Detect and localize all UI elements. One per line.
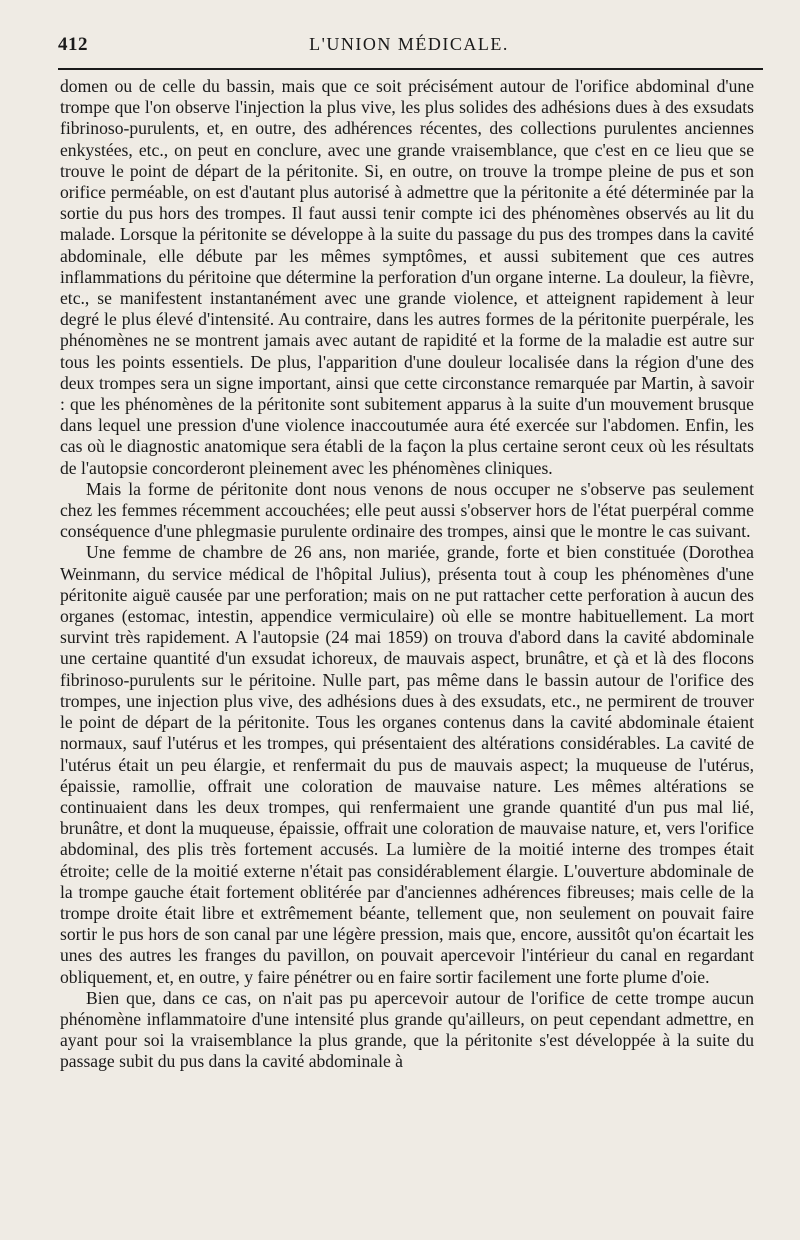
paragraph: Mais la forme de péritonite dont nous venons de nous occuper ne s'observe pas seulement chez les femmes récemment accouchées; elle peut aussi s'observer hors de l'état puerpéral comme conséquence d'une phlegmasie purulente ordinaire des trompes, ainsi que le montre le cas suivant. xyxy=(60,478,754,542)
paragraph: Une femme de chambre de 26 ans, non mariée, grande, forte et bien constituée (Dorothea Weinmann, du service médical de l'hôpital Julius), présenta tout à coup les phénomènes d'une péritonite aiguë causée par une perforation; mais on ne put rattacher cette perforation à aucun des organes (estomac, intestin, appendice vermiculaire) où elle se montre habituellement. La mort survint très rapidement. A l'autopsie (24 mai 1859) on trouva d'abord dans la cavité abdominale une certaine quantité d'un exsudat ichoreux, de mauvais aspect, brunâtre, et çà et là des flocons fibrinoso-purulents sur le péritoine. Nulle part, pas même dans le bassin autour de l'orifice des trompes, une injection plus vive, des adhésions dues à des exsudats, etc., ne permirent de trouver le point de départ de la péritonite. Tous les organes contenus dans la cavité abdominale étaient normaux, sauf l'utérus et les trompes, qui présentaient des altérations considérables. La cavité de l'utérus était un peu élargie, et renfermait du pus de mauvais aspect; la muqueuse de l'utérus, épaissie, ramollie, offrait une coloration de mauvaise nature. Les mêmes altérations se continuaient dans les deux trompes, qui renfermaient une grande quantité d'un pus mal lié, brunâtre, et dont la muqueuse, épaissie, offrait une coloration de mauvaise nature, et, vers l'orifice abdominal, des plis très fortement accusés. La lumière de la moitié interne des trompes était étroite; celle de la moitié externe n'était pas considérablement élargie. L'ouverture abdominale de la trompe gauche était fortement oblitérée par d'anciennes adhérences fibreuses; mais celle de la trompe droite était libre et extrêmement béante, tellement que, non seulement on pouvait faire sortir le pus hors de son canal par une légère pression, mais que, encore, aussitôt qu'on écartait les unes des autres les franges du pavillon, on pouvait apercevoir l'intérieur du canal en regardant obliquement, et, en outre, y faire pénétrer ou en faire sortir facilement une forte plume d'oie. xyxy=(60,542,754,987)
running-title: L'UNION MÉDICALE. xyxy=(309,34,509,54)
page-number: 412 xyxy=(58,34,88,55)
paragraph: Bien que, dans ce cas, on n'ait pas pu apercevoir autour de l'orifice de cette trompe aucun phénomène inflammatoire d'une intensité plus grande qu'ailleurs, on peut cependant admettre, en ayant pour soi la vraisemblance la plus grande, que la péritonite s'est développée à la suite du passage subit du pus dans la cavité abdominale à xyxy=(60,987,754,1072)
page-header xyxy=(58,34,760,60)
header-rule xyxy=(58,68,763,70)
body-text xyxy=(60,76,754,1073)
paragraph: domen ou de celle du bassin, mais que ce soit précisément autour de l'orifice abdominal d'une trompe que l'on observe l'injection la plus vive, les plus solides des adhésions dues à des exsudats fibrinoso-purulents, et, en outre, des adhérences récentes, des collections purulentes anciennes enkystées, etc., on peut en conclure, avec une grande vraisemblance, que c'est en ce lieu que se trouve le point de départ de la péritonite. Si, en outre, on trouve la trompe pleine de pus et son orifice perméable, on est d'autant plus autorisé à admettre que la péritonite a été déterminée par la sortie du pus hors des trompes. Il faut aussi tenir compte ici des phénomènes observés au lit du malade. Lorsque la péritonite se développe à la suite du passage du pus des trompes dans la cavité abdominale, elle débute par les mêmes symptômes, et aussi subitement que ces autres inflammations du péritoine que détermine la perforation d'un organe interne. La douleur, la fièvre, etc., se manifestent instantanément avec une grande violence, et atteignent rapidement à leur degré le plus élevé d'intensité. Au contraire, dans les autres formes de la péritonite puerpérale, les phénomènes ne se montrent jamais avec autant de rapidité et la forme de la maladie est autre sur tous les points essentiels. De plus, l'apparition d'une douleur localisée dans la région d'une des deux trompes sera un signe important, ainsi que cette circonstance remarquée par Martin, à savoir : que les phénomènes de la péritonite sont subitement apparus à la suite d'un mouvement brusque dans lequel une pression d'une violence inaccoutumée aura été exercée sur l'abdomen. Enfin, les cas où le diagnostic anatomique sera établi de la façon la plus certaine seront ceux où les résultats de l'autopsie concorderont pleinement avec les phénomènes cliniques. xyxy=(60,76,754,478)
